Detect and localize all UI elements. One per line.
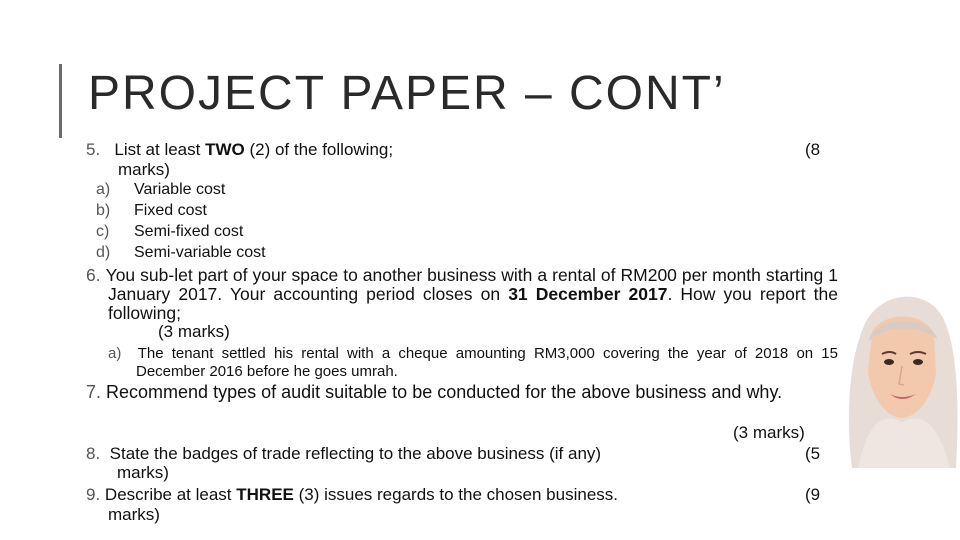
question-number: 5. [86,140,101,159]
question-text-bold: 31 December 2017 [508,284,668,304]
question-number: 6. [86,265,101,285]
question-5-marks: (8 [805,140,821,159]
option-letter: a) [96,181,111,198]
question-text: . How you report the following; [108,284,839,323]
slide-title: PROJECT PAPER – CONT’ [88,67,726,120]
question-text: List at least [114,140,206,159]
option-text: Semi-fixed cost [134,223,244,240]
question-7-marks: (3 marks) [733,423,805,442]
option-text: Semi-variable cost [134,244,266,261]
question-8-marks-cont: marks) [117,463,169,482]
question-7 [86,382,838,402]
question-number: 9. [86,485,101,504]
question-6-marks: (3 marks) [158,322,230,341]
option-a [96,179,225,200]
question-6 [86,266,838,323]
question-text: State the badges of trade reflecting to the above business (if any) [109,444,602,463]
sub-text: The tenant settled his rental with a cheque amounting RM3,000 covering the year of 2018 on 15 December 2016 before he goes umrah. [136,345,838,380]
question-8 [86,444,601,464]
question-text-bold: TWO [205,140,245,159]
portrait-image [838,272,960,472]
question-text-bold: THREE [236,485,294,504]
option-letter: c) [96,223,110,240]
option-b [96,200,207,221]
question-number: 7. [86,382,102,402]
question-9-marks: (9 [805,485,821,504]
question-number: 8. [86,444,101,463]
title-accent-bar [59,64,62,138]
question-8-marks: (5 [805,444,821,463]
question-6-sub-a [108,345,838,381]
question-text: Recommend types of audit suitable to be conducted for the above business and why. [106,382,783,402]
option-text: Fixed cost [134,202,207,219]
question-9-marks-cont: marks) [108,505,160,524]
option-letter: d) [96,244,111,261]
question-text: Describe at least [104,485,237,504]
option-text: Variable cost [134,181,226,198]
question-9 [86,485,618,505]
sub-letter: a) [108,345,122,362]
option-letter: b) [96,202,111,219]
question-text: (3) issues regards to the chosen business. [293,485,619,504]
option-c [96,221,243,242]
question-5 [86,140,486,160]
question-text: (2) of the following; [244,140,394,159]
question-5-marks-cont: marks) [118,160,170,179]
option-d [96,242,266,263]
question-text: You sub-let part of your space to another business with a rental of RM200 per month starting 1 January 2017. Your accounting period closes on [105,265,838,304]
